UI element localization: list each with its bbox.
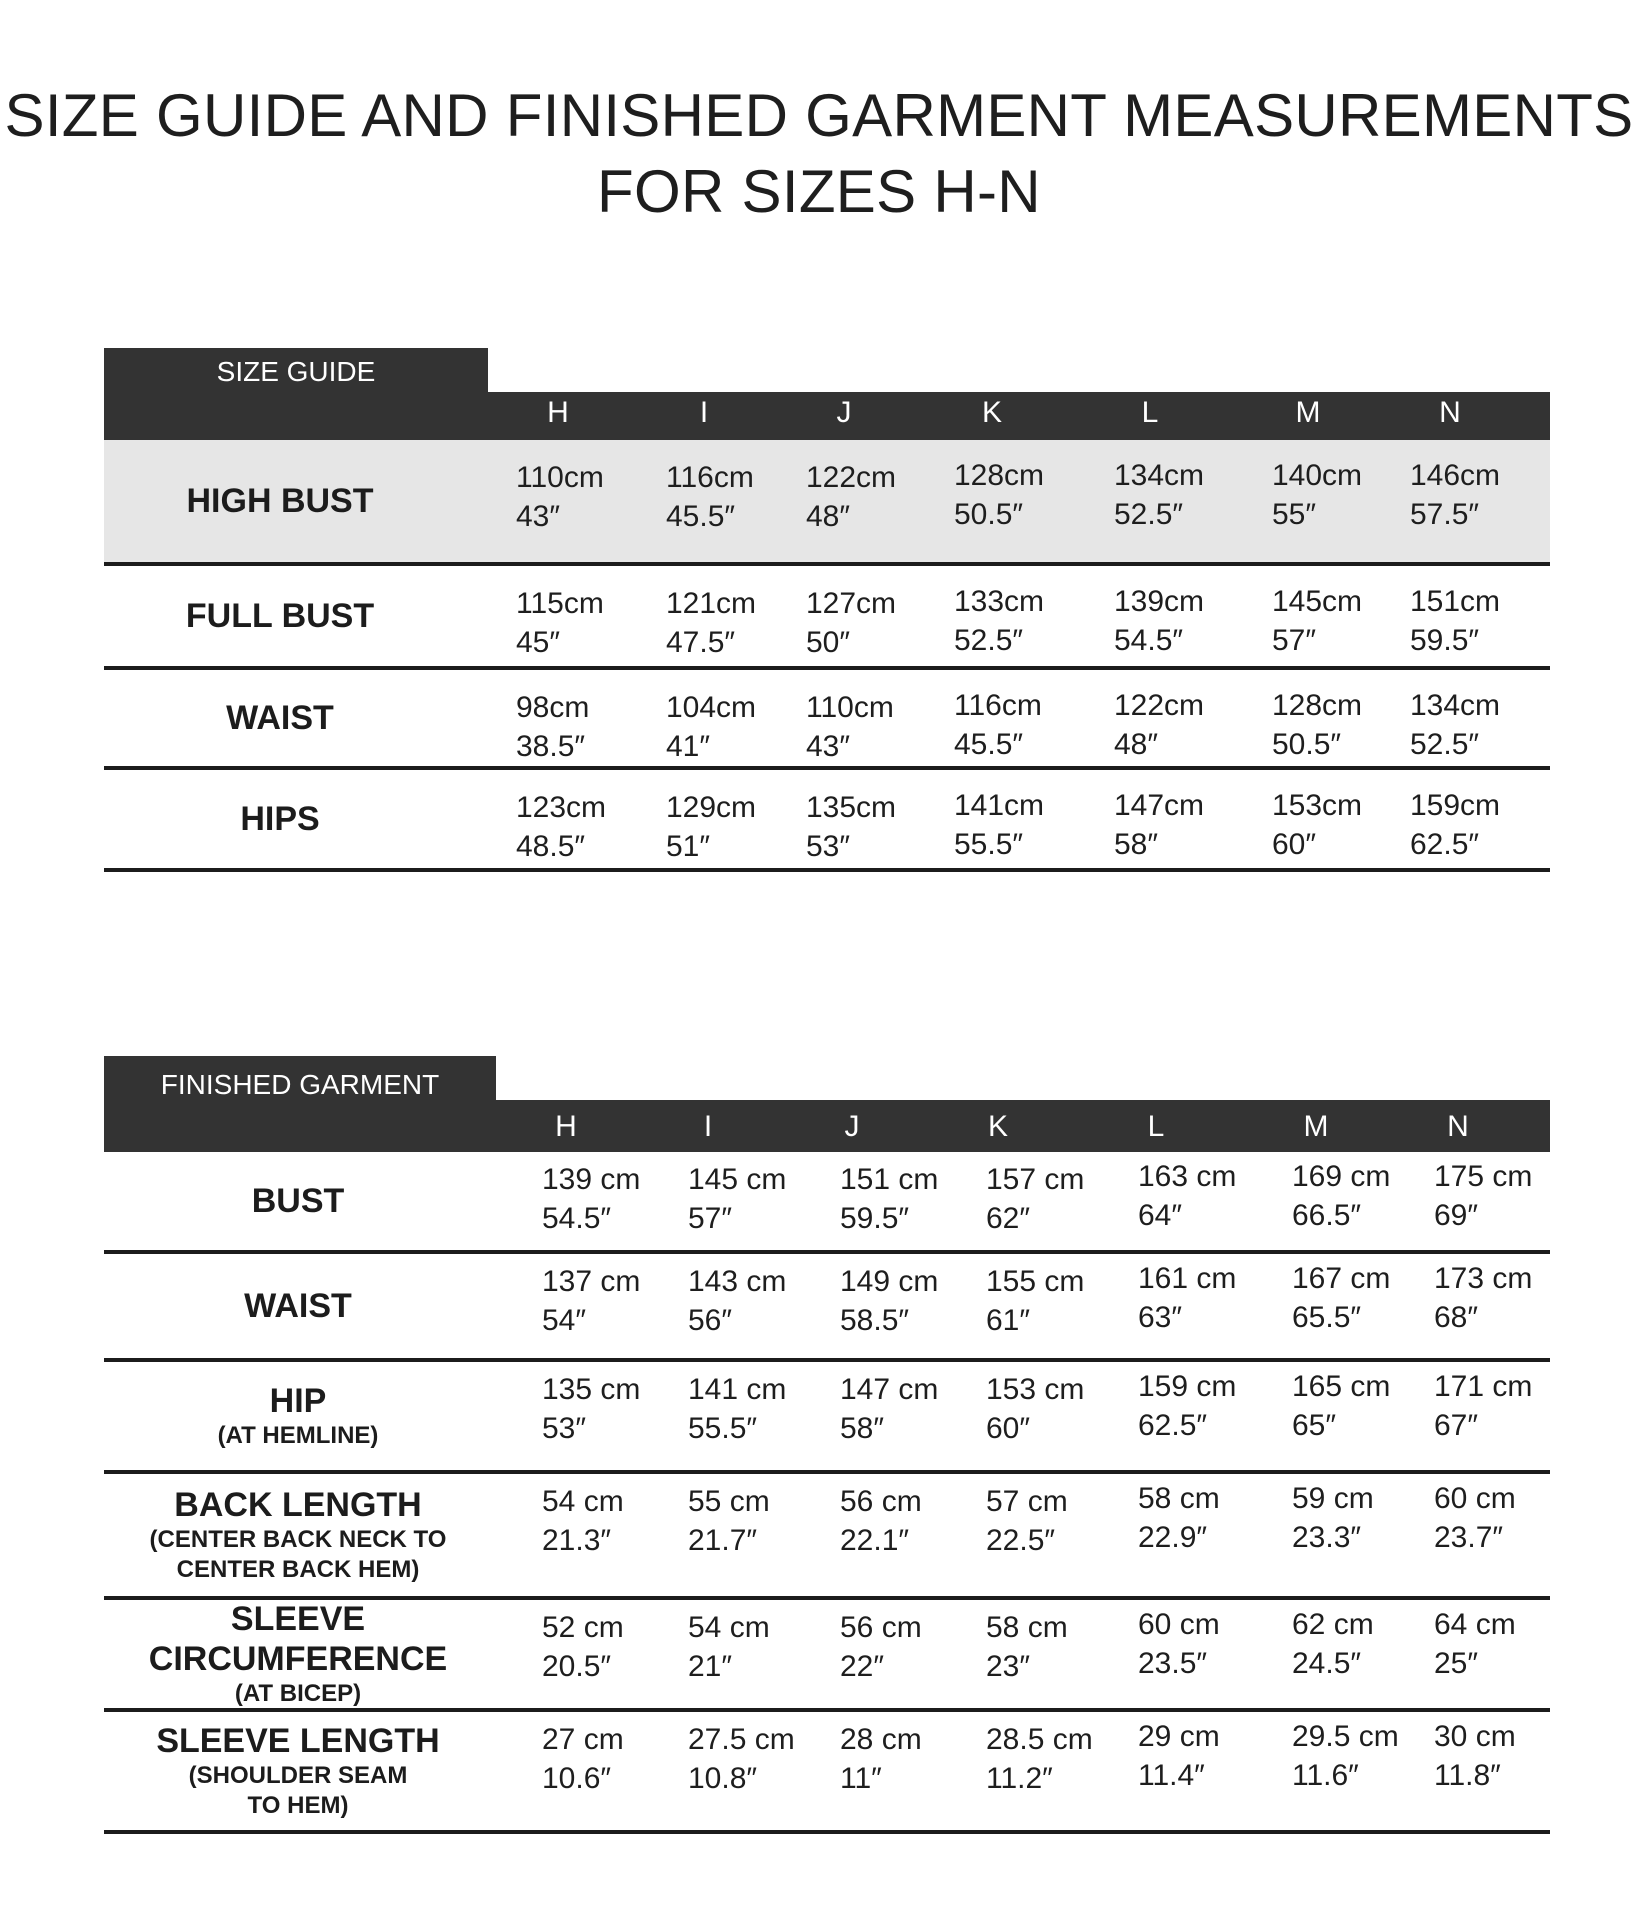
value-inches: 55.5″ bbox=[688, 1412, 758, 1445]
value-inches: 11″ bbox=[840, 1762, 882, 1795]
row-label-sub: CENTER BACK HEM) bbox=[176, 1556, 420, 1583]
value-inches: 62.5″ bbox=[1410, 828, 1480, 861]
measurement-cell bbox=[986, 1720, 1093, 1798]
measurement-cell bbox=[542, 1608, 624, 1686]
value-cm: 122cm bbox=[1114, 689, 1205, 722]
value-inches: 21.3″ bbox=[542, 1524, 612, 1557]
value-inches: 25″ bbox=[1434, 1647, 1478, 1680]
measurement-cell bbox=[688, 1720, 795, 1798]
row-divider bbox=[104, 868, 1550, 872]
measurement-cell bbox=[666, 458, 754, 536]
value-inches: 63″ bbox=[1138, 1301, 1182, 1334]
measurement-cell bbox=[542, 1160, 640, 1238]
value-inches: 65″ bbox=[1292, 1409, 1336, 1442]
value-inches: 23.7″ bbox=[1434, 1521, 1504, 1554]
value-cm: 123cm bbox=[516, 791, 607, 824]
measurement-cell bbox=[1292, 1717, 1399, 1795]
row-label bbox=[104, 566, 456, 666]
value-inches: 50″ bbox=[806, 626, 850, 659]
table-row bbox=[104, 770, 1550, 868]
table-row bbox=[104, 1254, 1550, 1358]
row-label-main: BACK LENGTH bbox=[174, 1486, 422, 1524]
value-inches: 54″ bbox=[542, 1304, 586, 1337]
value-cm: 116cm bbox=[666, 461, 754, 494]
value-cm: 121cm bbox=[666, 587, 757, 620]
table-row bbox=[104, 1362, 1550, 1470]
value-cm: 153cm bbox=[1272, 789, 1363, 822]
measurement-cell bbox=[840, 1262, 938, 1340]
value-inches: 20.5″ bbox=[542, 1650, 612, 1683]
value-cm: 56 cm bbox=[840, 1485, 922, 1518]
measurement-cell bbox=[1272, 582, 1362, 660]
table-row bbox=[104, 1152, 1550, 1250]
value-inches: 50.5″ bbox=[954, 498, 1024, 531]
measurement-cell bbox=[542, 1370, 640, 1448]
value-cm: 139cm bbox=[1114, 585, 1205, 618]
size-header-k: K bbox=[987, 1110, 1008, 1143]
value-cm: 151 cm bbox=[840, 1163, 939, 1196]
value-cm: 30 cm bbox=[1434, 1720, 1516, 1753]
row-label-main: HIP bbox=[269, 1382, 327, 1420]
value-cm: 128cm bbox=[954, 459, 1045, 492]
value-inches: 52.5″ bbox=[954, 624, 1024, 657]
value-cm: 58 cm bbox=[986, 1611, 1068, 1644]
value-cm: 149 cm bbox=[840, 1265, 939, 1298]
row-label-sub: (SHOULDER SEAM bbox=[188, 1762, 408, 1789]
measurement-cell bbox=[1410, 786, 1500, 864]
value-cm: 167 cm bbox=[1292, 1262, 1391, 1295]
value-inches: 59.5″ bbox=[840, 1202, 910, 1235]
value-inches: 58″ bbox=[840, 1412, 884, 1445]
value-inches: 43″ bbox=[516, 500, 560, 533]
value-inches: 56″ bbox=[688, 1304, 732, 1337]
value-cm: 135 cm bbox=[542, 1373, 641, 1406]
value-inches: 62″ bbox=[986, 1202, 1030, 1235]
size-guide-label: SIZE GUIDE bbox=[216, 356, 376, 387]
value-inches: 60″ bbox=[986, 1412, 1030, 1445]
measurement-cell bbox=[1138, 1367, 1236, 1445]
measurement-cell bbox=[688, 1160, 786, 1238]
value-inches: 23″ bbox=[986, 1650, 1030, 1683]
row-label-sub: (AT BICEP) bbox=[234, 1680, 362, 1707]
value-inches: 65.5″ bbox=[1292, 1301, 1362, 1334]
measurement-cell bbox=[1138, 1717, 1220, 1795]
value-cm: 98cm bbox=[516, 691, 590, 724]
value-inches: 11.8″ bbox=[1434, 1759, 1501, 1792]
value-cm: 159 cm bbox=[1138, 1370, 1237, 1403]
value-cm: 155 cm bbox=[986, 1265, 1085, 1298]
value-cm: 141cm bbox=[954, 789, 1045, 822]
value-cm: 52 cm bbox=[542, 1611, 624, 1644]
measurement-cell bbox=[986, 1160, 1084, 1238]
measurement-cell bbox=[1434, 1717, 1516, 1795]
size-header-m: M bbox=[1295, 396, 1321, 429]
value-inches: 10.6″ bbox=[542, 1762, 612, 1795]
size-header-n: N bbox=[1439, 396, 1461, 429]
measurement-cell bbox=[542, 1720, 624, 1798]
row-label bbox=[104, 770, 456, 868]
measurement-cell bbox=[516, 688, 589, 766]
value-inches: 53″ bbox=[806, 830, 850, 863]
row-label bbox=[100, 1600, 496, 1708]
value-cm: 64 cm bbox=[1434, 1608, 1516, 1641]
value-cm: 145 cm bbox=[688, 1163, 787, 1196]
value-cm: 173 cm bbox=[1434, 1262, 1533, 1295]
value-inches: 23.3″ bbox=[1292, 1521, 1362, 1554]
value-cm: 57 cm bbox=[986, 1485, 1068, 1518]
page-title-line-2: FOR SIZES H-N bbox=[597, 158, 1041, 226]
value-cm: 134cm bbox=[1114, 459, 1205, 492]
table-row bbox=[104, 566, 1550, 666]
measurement-cell bbox=[840, 1720, 922, 1798]
value-inches: 60″ bbox=[1272, 828, 1316, 861]
value-inches: 53″ bbox=[542, 1412, 586, 1445]
value-inches: 68″ bbox=[1434, 1301, 1478, 1334]
value-cm: 58 cm bbox=[1138, 1482, 1220, 1515]
measurement-cell bbox=[666, 788, 756, 866]
row-label bbox=[100, 1474, 496, 1596]
value-inches: 67″ bbox=[1434, 1409, 1478, 1442]
measurement-cell bbox=[840, 1370, 938, 1448]
value-cm: 62 cm bbox=[1292, 1608, 1374, 1641]
value-inches: 48″ bbox=[1114, 728, 1158, 761]
measurement-cell bbox=[1410, 686, 1500, 764]
row-label-main: SLEEVE LENGTH bbox=[156, 1722, 440, 1760]
value-cm: 27 cm bbox=[542, 1723, 624, 1756]
value-inches: 58.5″ bbox=[840, 1304, 910, 1337]
value-inches: 22.5″ bbox=[986, 1524, 1056, 1557]
value-cm: 29 cm bbox=[1138, 1720, 1220, 1753]
value-inches: 61″ bbox=[986, 1304, 1030, 1337]
row-label bbox=[100, 1362, 496, 1470]
measurement-cell bbox=[1434, 1259, 1532, 1337]
row-label-main: HIGH BUST bbox=[186, 482, 374, 520]
measurement-cell bbox=[688, 1482, 770, 1560]
value-cm: 116cm bbox=[954, 689, 1042, 722]
measurement-cell bbox=[986, 1482, 1068, 1560]
value-cm: 146cm bbox=[1410, 459, 1501, 492]
measurement-cell bbox=[516, 584, 604, 662]
value-cm: 137 cm bbox=[542, 1265, 641, 1298]
value-inches: 64″ bbox=[1138, 1199, 1182, 1232]
measurement-cell bbox=[688, 1262, 786, 1340]
value-inches: 58″ bbox=[1114, 828, 1158, 861]
measurement-cell bbox=[806, 458, 896, 536]
value-cm: 143 cm bbox=[688, 1265, 787, 1298]
row-label-sub: (CENTER BACK NECK TO bbox=[149, 1526, 447, 1553]
measurement-cell bbox=[986, 1262, 1084, 1340]
value-cm: 163 cm bbox=[1138, 1160, 1237, 1193]
value-inches: 21.7″ bbox=[688, 1524, 758, 1557]
row-label bbox=[104, 440, 456, 562]
row-label-main: WAIST bbox=[226, 699, 334, 737]
value-inches: 10.8″ bbox=[688, 1762, 758, 1795]
measurement-cell bbox=[1114, 686, 1204, 764]
measurement-cell bbox=[1138, 1157, 1236, 1235]
value-cm: 55 cm bbox=[688, 1485, 770, 1518]
row-label-sub: TO HEM) bbox=[247, 1792, 349, 1819]
value-cm: 54 cm bbox=[688, 1611, 770, 1644]
value-cm: 135cm bbox=[806, 791, 897, 824]
measurement-cell bbox=[986, 1370, 1084, 1448]
row-label-main: SLEEVE CIRCUMFERENCE bbox=[148, 1600, 448, 1678]
value-cm: 157 cm bbox=[986, 1163, 1085, 1196]
measurement-cell bbox=[666, 584, 756, 662]
value-cm: 153 cm bbox=[986, 1373, 1085, 1406]
value-cm: 60 cm bbox=[1434, 1482, 1516, 1515]
value-cm: 171 cm bbox=[1434, 1370, 1533, 1403]
finished-label-line-1: FINISHED GARMENT bbox=[160, 1069, 440, 1100]
measurement-cell bbox=[666, 688, 756, 766]
table-row bbox=[104, 1600, 1550, 1708]
measurement-cell bbox=[986, 1608, 1068, 1686]
value-inches: 52.5″ bbox=[1410, 728, 1480, 761]
measurement-cell bbox=[840, 1608, 922, 1686]
value-inches: 48.5″ bbox=[516, 830, 586, 863]
value-cm: 129cm bbox=[666, 791, 757, 824]
size-guide-tab-label bbox=[104, 348, 488, 396]
value-inches: 43″ bbox=[806, 730, 850, 763]
value-inches: 62.5″ bbox=[1138, 1409, 1208, 1442]
measurement-cell bbox=[542, 1482, 624, 1560]
measurement-cell bbox=[806, 688, 894, 766]
value-cm: 161 cm bbox=[1138, 1262, 1237, 1295]
value-inches: 11.2″ bbox=[986, 1762, 1053, 1795]
row-label-main: BUST bbox=[251, 1182, 345, 1220]
size-header-h: H bbox=[555, 1110, 577, 1143]
value-cm: 28 cm bbox=[840, 1723, 922, 1756]
row-divider bbox=[104, 1830, 1550, 1834]
value-inches: 57″ bbox=[1272, 624, 1316, 657]
row-label-sub: (AT HEMLINE) bbox=[217, 1422, 379, 1449]
size-header-j: J bbox=[836, 396, 852, 429]
value-inches: 66.5″ bbox=[1292, 1199, 1362, 1232]
table-row bbox=[104, 1474, 1550, 1596]
value-inches: 24.5″ bbox=[1292, 1647, 1362, 1680]
measurement-cell bbox=[1434, 1367, 1532, 1445]
size-header-l: L bbox=[1147, 1110, 1165, 1143]
size-header-m: M bbox=[1303, 1110, 1329, 1143]
value-inches: 57.5″ bbox=[1410, 498, 1480, 531]
value-inches: 69″ bbox=[1434, 1199, 1478, 1232]
measurement-cell bbox=[954, 582, 1044, 660]
value-cm: 175 cm bbox=[1434, 1160, 1533, 1193]
measurement-cell bbox=[1114, 786, 1204, 864]
value-inches: 45″ bbox=[516, 626, 560, 659]
measurement-cell bbox=[542, 1262, 640, 1340]
value-inches: 22.1″ bbox=[840, 1524, 910, 1557]
size-guide-table bbox=[104, 348, 1550, 874]
value-cm: 169 cm bbox=[1292, 1160, 1391, 1193]
value-cm: 145cm bbox=[1272, 585, 1363, 618]
measurement-cell bbox=[1272, 456, 1362, 534]
table-row bbox=[104, 440, 1550, 562]
value-cm: 28.5 cm bbox=[986, 1723, 1093, 1756]
measurement-cell bbox=[1114, 456, 1204, 534]
value-inches: 22″ bbox=[840, 1650, 884, 1683]
size-header-l: L bbox=[1141, 396, 1159, 429]
measurement-cell bbox=[1434, 1605, 1516, 1683]
value-inches: 11.6″ bbox=[1292, 1759, 1359, 1792]
value-inches: 23.5″ bbox=[1138, 1647, 1208, 1680]
row-label bbox=[100, 1712, 496, 1830]
value-inches: 57″ bbox=[688, 1202, 732, 1235]
measurement-cell bbox=[1292, 1479, 1374, 1557]
value-cm: 147 cm bbox=[840, 1373, 939, 1406]
measurement-cell bbox=[688, 1370, 786, 1448]
value-inches: 47.5″ bbox=[666, 626, 736, 659]
size-header-n: N bbox=[1447, 1110, 1469, 1143]
value-inches: 55.5″ bbox=[954, 828, 1024, 861]
measurement-cell bbox=[954, 786, 1044, 864]
size-header-i: I bbox=[703, 1110, 713, 1143]
size-header-k: K bbox=[981, 396, 1002, 429]
value-cm: 134cm bbox=[1410, 689, 1501, 722]
measurement-cell bbox=[954, 456, 1044, 534]
size-header-h: H bbox=[547, 396, 569, 429]
measurement-cell bbox=[1272, 786, 1362, 864]
value-inches: 52.5″ bbox=[1114, 498, 1184, 531]
value-cm: 110cm bbox=[516, 461, 604, 494]
value-cm: 139 cm bbox=[542, 1163, 641, 1196]
value-cm: 29.5 cm bbox=[1292, 1720, 1399, 1753]
value-cm: 59 cm bbox=[1292, 1482, 1374, 1515]
row-label-main: WAIST bbox=[244, 1287, 352, 1325]
value-inches: 54.5″ bbox=[1114, 624, 1184, 657]
measurement-cell bbox=[1138, 1259, 1236, 1337]
measurement-cell bbox=[688, 1608, 770, 1686]
measurement-cell bbox=[1292, 1367, 1390, 1445]
measurement-cell bbox=[1114, 582, 1204, 660]
page-title bbox=[0, 78, 1638, 230]
value-inches: 45.5″ bbox=[954, 728, 1024, 761]
size-header-i: I bbox=[699, 396, 709, 429]
value-cm: 54 cm bbox=[542, 1485, 624, 1518]
value-inches: 45.5″ bbox=[666, 500, 736, 533]
measurement-cell bbox=[806, 788, 896, 866]
row-label bbox=[104, 670, 456, 766]
finished-garment-table bbox=[104, 1056, 1550, 1836]
value-inches: 54.5″ bbox=[542, 1202, 612, 1235]
table-row bbox=[104, 670, 1550, 766]
row-label bbox=[100, 1152, 496, 1250]
measurement-cell bbox=[1434, 1157, 1532, 1235]
value-inches: 55″ bbox=[1272, 498, 1316, 531]
measurement-cell bbox=[1272, 686, 1362, 764]
value-inches: 21″ bbox=[688, 1650, 732, 1683]
value-cm: 141 cm bbox=[688, 1373, 787, 1406]
value-inches: 59.5″ bbox=[1410, 624, 1480, 657]
value-cm: 151cm bbox=[1410, 585, 1501, 618]
measurement-cell bbox=[1138, 1479, 1220, 1557]
size-header-j: J bbox=[844, 1110, 860, 1143]
value-cm: 165 cm bbox=[1292, 1370, 1391, 1403]
value-cm: 133cm bbox=[954, 585, 1045, 618]
value-inches: 11.4″ bbox=[1138, 1759, 1205, 1792]
value-cm: 115cm bbox=[516, 587, 604, 620]
value-cm: 127cm bbox=[806, 587, 897, 620]
value-inches: 38.5″ bbox=[516, 730, 586, 763]
value-inches: 50.5″ bbox=[1272, 728, 1342, 761]
measurement-cell bbox=[516, 788, 606, 866]
row-label-main: FULL BUST bbox=[185, 597, 375, 635]
value-cm: 122cm bbox=[806, 461, 897, 494]
row-label-main: HIPS bbox=[240, 800, 320, 838]
measurement-cell bbox=[1292, 1157, 1390, 1235]
measurement-cell bbox=[1410, 582, 1500, 660]
value-inches: 51″ bbox=[666, 830, 710, 863]
value-cm: 56 cm bbox=[840, 1611, 922, 1644]
value-inches: 22.9″ bbox=[1138, 1521, 1208, 1554]
measurement-cell bbox=[1410, 456, 1500, 534]
value-cm: 60 cm bbox=[1138, 1608, 1220, 1641]
value-inches: 41″ bbox=[666, 730, 710, 763]
value-inches: 48″ bbox=[806, 500, 850, 533]
measurement-cell bbox=[806, 584, 896, 662]
table-row bbox=[104, 1712, 1550, 1830]
measurement-cell bbox=[1434, 1479, 1516, 1557]
value-cm: 147cm bbox=[1114, 789, 1205, 822]
value-cm: 110cm bbox=[806, 691, 894, 724]
measurement-cell bbox=[840, 1482, 922, 1560]
measurement-cell bbox=[954, 686, 1042, 764]
page-title-line-1: SIZE GUIDE AND FINISHED GARMENT MEASUREMENTS bbox=[4, 82, 1634, 150]
measurement-cell bbox=[1292, 1259, 1390, 1337]
measurement-cell bbox=[1292, 1605, 1374, 1683]
value-cm: 159cm bbox=[1410, 789, 1501, 822]
value-cm: 104cm bbox=[666, 691, 757, 724]
value-cm: 128cm bbox=[1272, 689, 1363, 722]
row-label bbox=[100, 1254, 496, 1358]
measurement-cell bbox=[516, 458, 604, 536]
measurement-cell bbox=[840, 1160, 938, 1238]
measurement-cell bbox=[1138, 1605, 1220, 1683]
value-cm: 140cm bbox=[1272, 459, 1363, 492]
value-cm: 27.5 cm bbox=[688, 1723, 795, 1756]
